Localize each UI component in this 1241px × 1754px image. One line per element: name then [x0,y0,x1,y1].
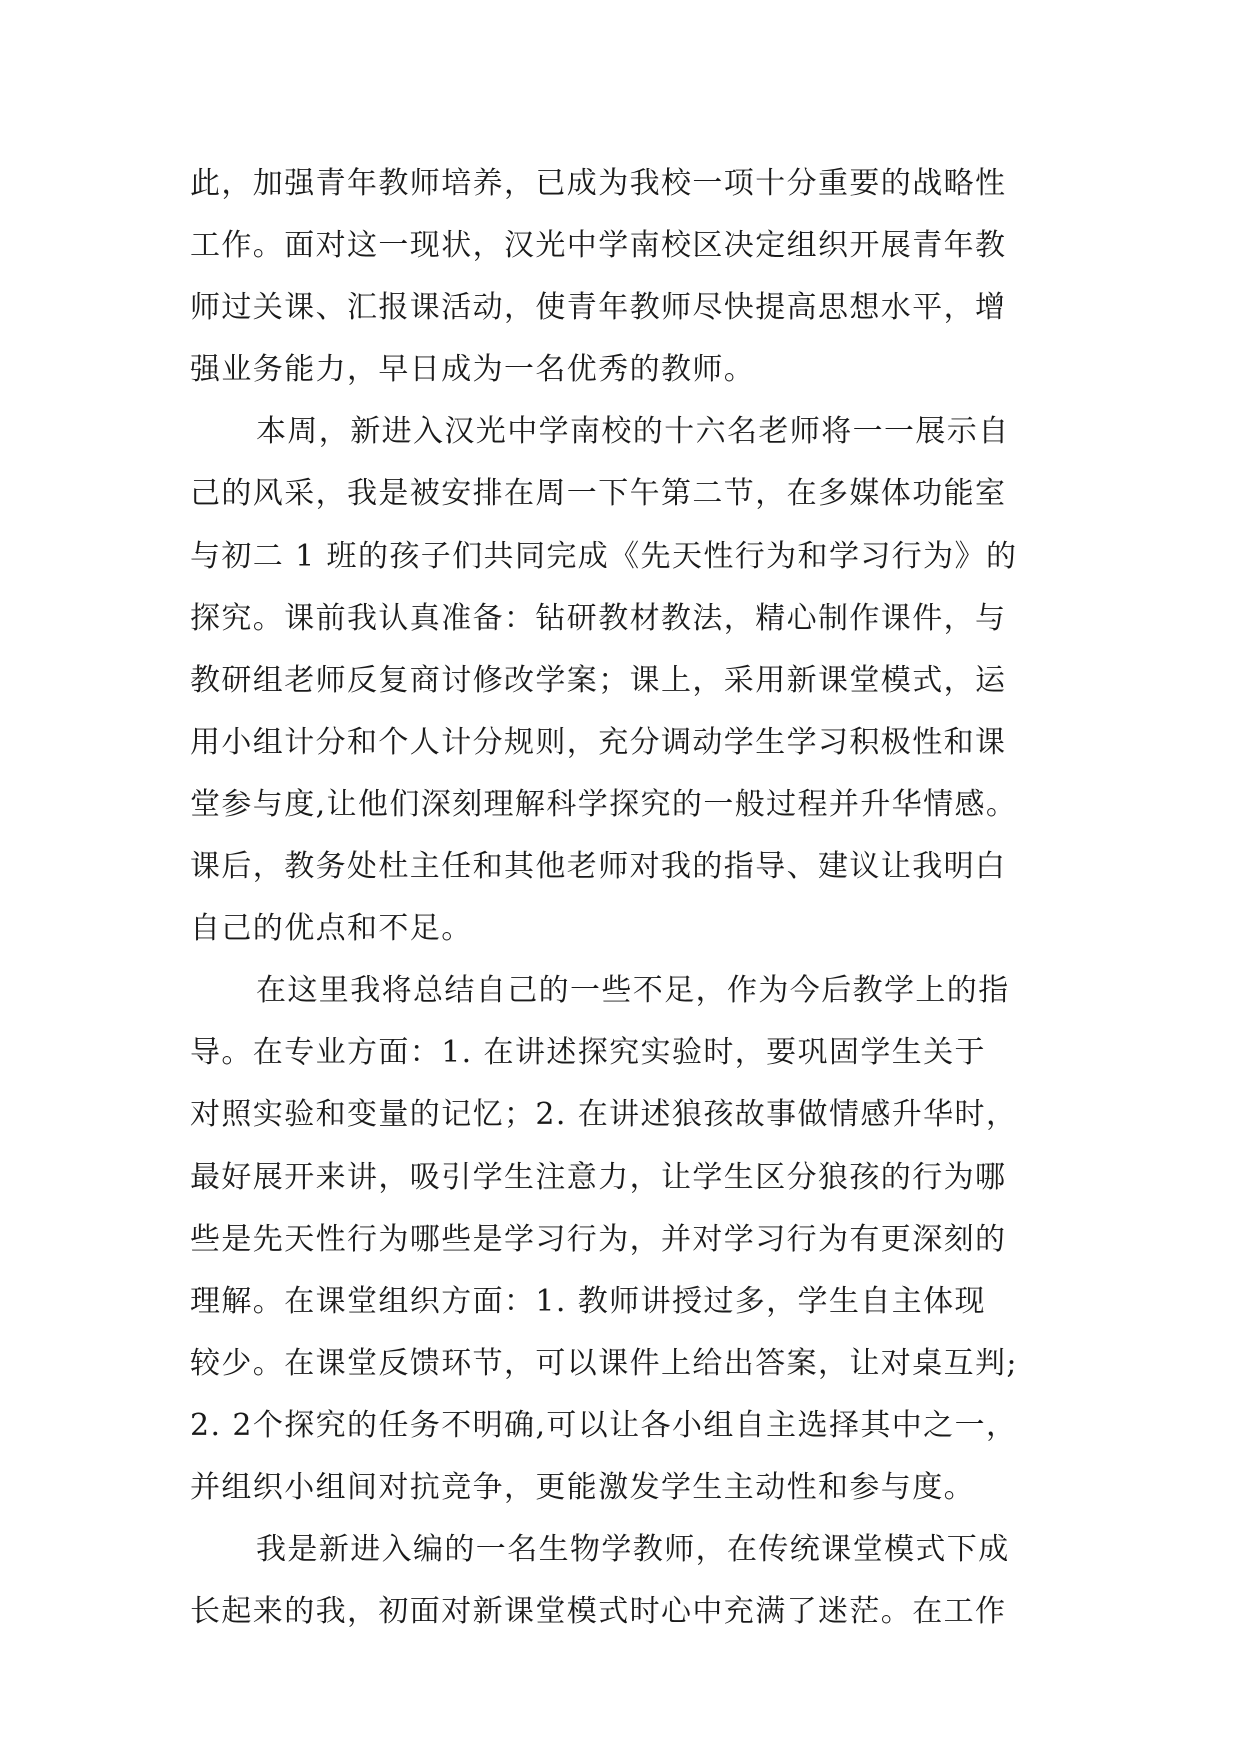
text-line: 堂参与度,让他们深刻理解科学探究的一般过程并升华情感。 [190,786,1018,822]
text-line: 教研组老师反复商讨修改学案；课上，采用新课堂模式，运 [190,662,1007,698]
text-line: 并组织小组间对抗竞争，更能激发学生主动性和参与度。 [190,1469,975,1505]
document-body [190,153,1050,1643]
text-line: 强业务能力，早日成为一名优秀的教师。 [190,352,756,388]
text-line: 师过关课、汇报课活动，使青年教师尽快提高思想水平，增 [190,290,1007,326]
text-line: 较少。在课堂反馈环节，可以课件上给出答案，让对桌互判; [190,1345,1018,1381]
text-line: 探究。课前我认真准备：钻研教材教法，精心制作课件，与 [190,600,1007,636]
paragraph-first-line: 在这里我将总结自己的一些不足，作为今后教学上的指 [256,973,1010,1009]
paragraph-first-line: 本周，新进入汉光中学南校的十六名老师将一一展示自 [256,414,1010,450]
text-line: 导。在专业方面：1. 在讲述探究实验时，要巩固学生关于 [190,1035,986,1071]
text-line: 些是先天性行为哪些是学习行为，并对学习行为有更深刻的 [190,1221,1007,1257]
text-line: 自己的优点和不足。 [190,911,473,947]
text-line: 此，加强青年教师培养，已成为我校一项十分重要的战略性 [190,166,1007,201]
text-line: 课后，教务处杜主任和其他老师对我的指导、建议让我明白 [190,849,1007,885]
text-line: 工作。面对这一现状，汉光中学南校区决定组织开展青年教 [190,228,1007,264]
text-line: 与初二 1 班的孩子们共同完成《先天性行为和学习行为》的 [190,538,1018,574]
text-line: 对照实验和变量的记忆；2. 在讲述狼孩故事做情感升华时， [190,1097,1018,1133]
text-line: 长起来的我，初面对新课堂模式时心中充满了迷茫。在工作 [190,1594,1007,1630]
paragraph-first-line: 我是新进入编的一名生物学教师，在传统课堂模式下成 [256,1532,1010,1568]
text-line: 2. 2个探究的任务不明确,可以让各小组自主选择其中之一， [190,1407,1018,1443]
text-line: 用小组计分和个人计分规则，充分调动学生学习积极性和课 [190,724,1007,760]
text-line: 最好展开来讲，吸引学生注意力，让学生区分狼孩的行为哪 [190,1159,1007,1195]
text-line: 理解。在课堂组织方面：1. 教师讲授过多，学生自主体现 [190,1283,986,1319]
text-line: 己的风采，我是被安排在周一下午第二节，在多媒体功能室 [190,476,1007,512]
